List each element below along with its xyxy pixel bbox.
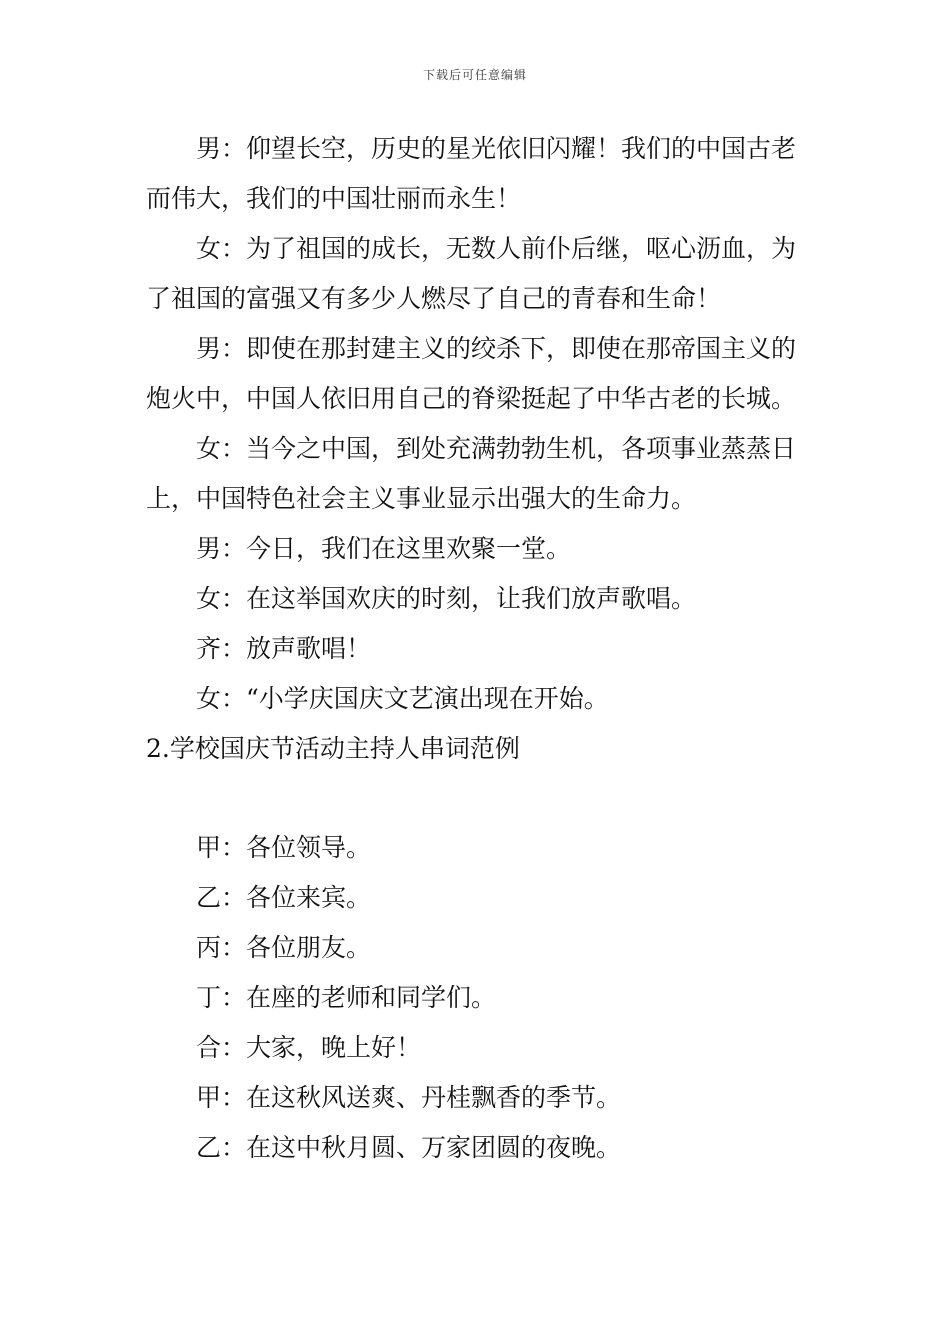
page-header: 下载后可任意编辑	[422, 68, 527, 82]
paragraph: 乙：在这中秋月圆、万家团圆的夜晚。	[196, 1133, 622, 1162]
blank-line	[146, 774, 810, 823]
paragraph: 丙：各位朋友。	[196, 933, 372, 962]
paragraph: 丁：在座的老师和同学们。	[196, 983, 497, 1012]
paragraph: 乙：各位来宾。	[196, 883, 372, 912]
section-heading: 2.学校国庆节活动主持人串词范例	[146, 734, 520, 763]
paragraph: 齐：放声歌唱！	[196, 634, 372, 663]
paragraph: 男：仰望长空，历史的星光依旧闪耀！我们的中国古老而伟大，我们的中国壮丽而永生！	[146, 134, 797, 213]
paragraph: 女：“小学庆国庆文艺演出现在开始。	[196, 684, 609, 713]
paragraph: 女：在这举国欢庆的时刻，让我们放声歌唱。	[196, 584, 697, 613]
document-body	[146, 124, 810, 1173]
paragraph: 女：当今之中国，到处充满勃勃生机，各项事业蒸蒸日上，中国特色社会主义事业显示出强大的生命力。	[146, 434, 797, 513]
paragraph: 甲：在这秋风送爽、丹桂飘香的季节。	[196, 1083, 622, 1112]
paragraph: 男：今日，我们在这里欢聚一堂。	[196, 534, 572, 563]
paragraph: 女：为了祖国的成长，无数人前仆后继，呕心沥血，为了祖国的富强又有多少人燃尽了自己的青春和生命！	[146, 234, 797, 313]
paragraph: 甲：各位领导。	[196, 833, 372, 862]
paragraph: 合：大家，晚上好！	[196, 1033, 422, 1062]
paragraph: 男：即使在那封建主义的绞杀下，即使在那帝国主义的炮火中，中国人依旧用自己的脊梁挺起了中华古老的长城。	[146, 334, 797, 413]
